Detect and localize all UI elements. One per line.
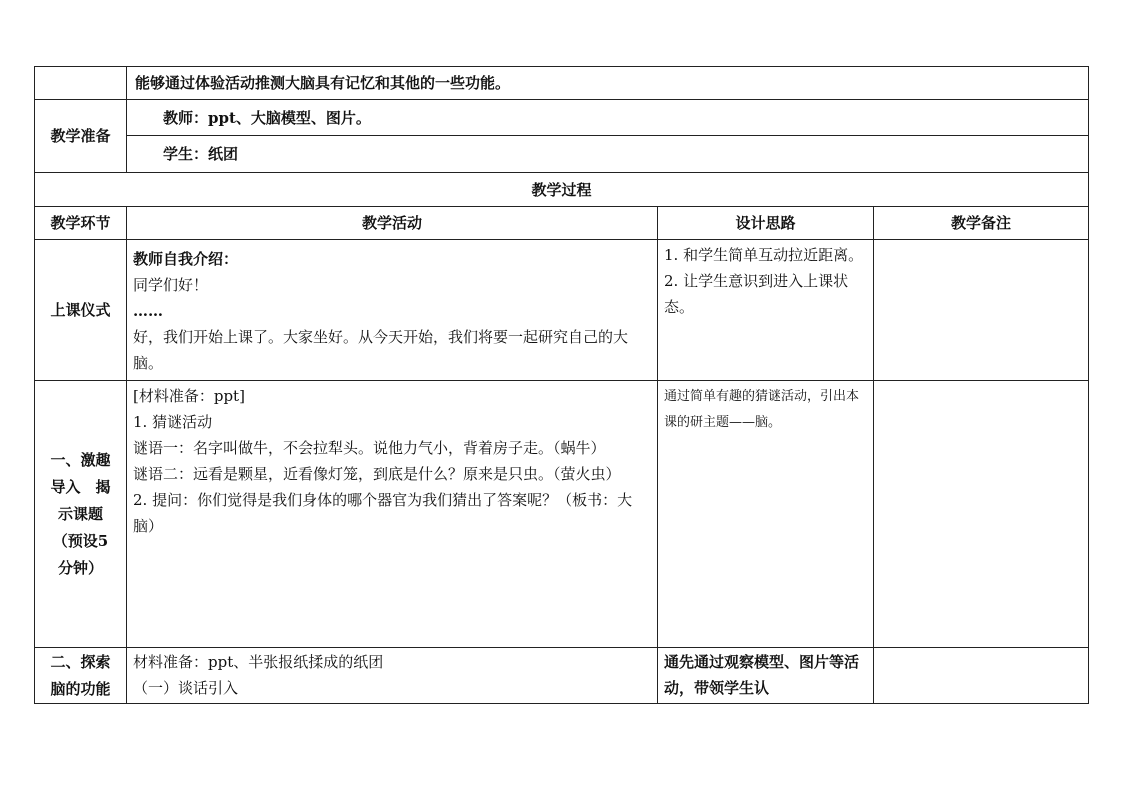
design-cell: 通过简单有趣的猜谜活动，引出本课的研主题——脑。 [658, 381, 874, 648]
process-title: 教学过程 [35, 173, 1089, 207]
activity-line: （一）谈话引入 [133, 679, 239, 697]
lesson-plan-table [34, 66, 1089, 704]
activity-line: …… [133, 302, 163, 320]
header-row [35, 207, 1089, 240]
activity-cell [127, 648, 658, 704]
notes-cell [874, 648, 1089, 704]
activity-heading: 教师自我介绍： [133, 250, 239, 268]
stage-label: 一、激趣 导入 揭 示课题 （预设5 分钟） [35, 381, 127, 648]
activity-line: 谜语一：名字叫做牛，不会拉犁头。说他力气小，背着房子走。（蜗牛） [133, 439, 606, 457]
activity-line: 同学们好！ [133, 276, 209, 294]
activity-cell [127, 240, 658, 381]
header-activity: 教学活动 [127, 207, 658, 240]
activity-line: 2. 提问：你们觉得是我们身体的哪个器官为我们猜出了答案呢？（板书：大脑） [133, 491, 633, 535]
design-cell [658, 240, 874, 381]
header-notes: 教学备注 [874, 207, 1089, 240]
prep-teacher: 教师：ppt、大脑模型、图片。 [127, 100, 1089, 136]
stage-label: 二、探索 脑的功能 [35, 648, 127, 704]
activity-line: 好，我们开始上课了。大家坐好。从今天开始，我们将要一起研究自己的大脑。 [133, 328, 629, 372]
objective-row [35, 67, 1089, 100]
activity-line: 谜语二：远看是颗星，近看像灯笼，到底是什么？原来是只虫。（萤火虫） [133, 465, 621, 483]
design-line: 2. 让学生意识到进入上课状态。 [664, 272, 849, 316]
header-design: 设计思路 [658, 207, 874, 240]
objective-text: 能够通过体验活动推测大脑具有记忆和其他的一些功能。 [127, 67, 1089, 100]
notes-cell [874, 381, 1089, 648]
design-cell: 通先通过观察模型、图片等活动，带领学生认 [658, 648, 874, 704]
activity-cell [127, 381, 658, 648]
prep-student-row [35, 136, 1089, 173]
activity-line: 1. 猜谜活动 [133, 413, 213, 431]
notes-cell [874, 240, 1089, 381]
stage-label: 上课仪式 [35, 240, 127, 381]
activity-line: 材料准备：ppt、半张报纸揉成的纸团 [133, 653, 384, 671]
prep-teacher-row [35, 100, 1089, 136]
lesson-plan-page [34, 66, 1088, 704]
process-title-row [35, 173, 1089, 207]
table-row [35, 381, 1089, 648]
activity-line: [材料准备：ppt] [133, 387, 245, 405]
table-row [35, 240, 1089, 381]
header-stage: 教学环节 [35, 207, 127, 240]
prep-student: 学生：纸团 [127, 136, 1089, 173]
table-row [35, 648, 1089, 704]
prep-label: 教学准备 [35, 100, 127, 173]
design-line: 1. 和学生简单互动拉近距离。 [664, 246, 864, 264]
